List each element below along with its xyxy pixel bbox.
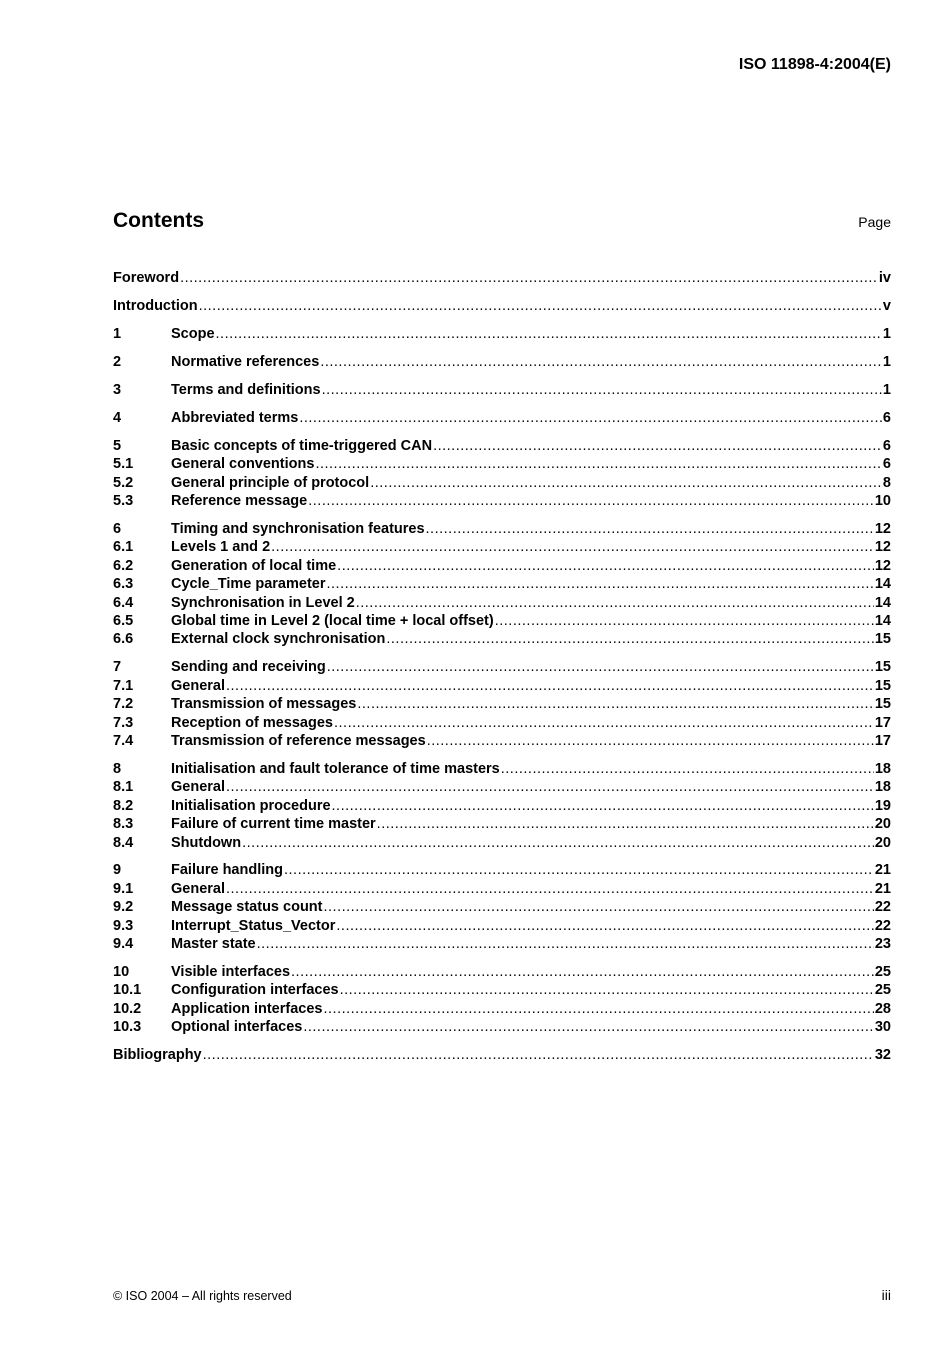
toc-entry[interactable]	[113, 732, 891, 750]
toc-entry-number: 5.2	[113, 474, 134, 491]
toc-dot-leader	[501, 760, 874, 778]
toc-entry-page: 14	[874, 594, 891, 611]
toc-entry[interactable]	[113, 492, 891, 510]
toc-entry-page: 32	[874, 1047, 891, 1064]
toc-entry[interactable]	[113, 353, 891, 371]
toc-entry-number: 8.4	[113, 834, 134, 851]
toc-entry[interactable]	[113, 474, 891, 492]
toc-entry[interactable]	[113, 815, 891, 833]
toc-entry[interactable]	[113, 594, 891, 612]
toc-entry-title: Basic concepts of time-triggered CAN	[171, 437, 433, 454]
toc-dot-leader	[284, 861, 874, 879]
toc-entry-title: Master state	[171, 936, 256, 953]
toc-entry-number: 7.2	[113, 696, 134, 713]
toc-entry[interactable]	[113, 455, 891, 473]
toc-entry[interactable]	[113, 557, 891, 575]
toc-entry-page: 6	[882, 437, 891, 454]
toc-dot-leader	[226, 880, 874, 898]
toc-entry-page: 20	[874, 816, 891, 833]
toc-entry-page: 22	[874, 917, 891, 934]
toc-entry-title: Cycle_Time parameter	[171, 576, 326, 593]
toc-dot-leader	[299, 409, 882, 427]
toc-entry-page: 12	[874, 521, 891, 538]
toc-entry-number: 7	[113, 659, 122, 676]
toc-entry[interactable]	[113, 575, 891, 593]
toc-entry-page: 21	[874, 880, 891, 897]
toc-entry-page: 30	[874, 1019, 891, 1036]
toc-entry-page: 15	[874, 631, 891, 648]
toc-entry-number: 6.5	[113, 613, 134, 630]
toc-entry[interactable]	[113, 935, 891, 953]
table-of-contents	[113, 269, 891, 1065]
toc-entry-title: Introduction	[113, 297, 198, 314]
toc-entry[interactable]	[113, 612, 891, 630]
toc-dot-leader	[180, 269, 878, 287]
toc-entry-page: 28	[874, 1000, 891, 1017]
toc-entry[interactable]	[113, 1000, 891, 1018]
toc-dot-leader	[495, 612, 874, 630]
toc-entry-number: 8	[113, 760, 122, 777]
toc-dot-leader	[427, 732, 874, 750]
toc-dot-leader	[315, 455, 881, 473]
toc-entry-number: 8.3	[113, 816, 134, 833]
toc-entry-title: Optional interfaces	[171, 1019, 303, 1036]
toc-entry-number: 10.1	[113, 982, 142, 999]
toc-entry-page: 17	[874, 714, 891, 731]
toc-dot-leader	[303, 1018, 874, 1036]
footer-copyright: © ISO 2004 – All rights reserved	[113, 1289, 292, 1303]
toc-entry-page: 23	[874, 936, 891, 953]
toc-dot-leader	[203, 1046, 874, 1064]
toc-entry[interactable]	[113, 630, 891, 648]
toc-entry-page: 1	[882, 381, 891, 398]
toc-entry-page: 17	[874, 732, 891, 749]
toc-entry-number: 1	[113, 325, 122, 342]
toc-entry-page: 21	[874, 862, 891, 879]
toc-dot-leader	[426, 520, 874, 538]
toc-entry[interactable]	[113, 981, 891, 999]
toc-dot-leader	[242, 834, 874, 852]
toc-entry[interactable]	[113, 898, 891, 916]
toc-entry[interactable]	[113, 437, 891, 455]
toc-entry-number: 6.2	[113, 557, 134, 574]
toc-entry[interactable]	[113, 861, 891, 879]
page-column-label: Page	[858, 214, 891, 230]
toc-entry-number: 4	[113, 409, 122, 426]
toc-entry[interactable]	[113, 520, 891, 538]
toc-entry-page: 22	[874, 899, 891, 916]
toc-entry-page: 14	[874, 576, 891, 593]
toc-entry-page: 10	[874, 493, 891, 510]
toc-entry-page: 25	[874, 964, 891, 981]
toc-dot-leader	[370, 474, 882, 492]
toc-entry-number: 8.2	[113, 797, 134, 814]
toc-entry-title: Generation of local time	[171, 557, 337, 574]
toc-dot-leader	[356, 594, 874, 612]
toc-entry-page: 15	[874, 677, 891, 694]
toc-entry-page: 1	[882, 325, 891, 342]
toc-entry[interactable]	[113, 714, 891, 732]
toc-entry-title: Visible interfaces	[171, 964, 291, 981]
toc-entry-title: Transmission of reference messages	[171, 732, 426, 749]
toc-entry-page: 18	[874, 779, 891, 796]
toc-entry[interactable]	[113, 381, 891, 399]
toc-entry[interactable]	[113, 297, 891, 315]
toc-entry-page: 15	[874, 659, 891, 676]
toc-dot-leader	[433, 437, 882, 455]
toc-entry-title: Application interfaces	[171, 1000, 323, 1017]
toc-entry-title: Configuration interfaces	[171, 982, 339, 999]
toc-entry-number: 10.2	[113, 1000, 142, 1017]
toc-entry-page: 12	[874, 539, 891, 556]
toc-entry[interactable]	[113, 917, 891, 935]
toc-entry-title: Foreword	[113, 270, 180, 286]
toc-entry-title: General	[171, 779, 225, 796]
toc-dot-leader	[322, 381, 882, 399]
toc-entry[interactable]	[113, 677, 891, 695]
toc-entry-title: Initialisation procedure	[171, 797, 331, 814]
toc-entry-page: 8	[882, 474, 891, 491]
toc-entry-number: 3	[113, 381, 122, 398]
toc-dot-leader	[308, 492, 874, 510]
toc-dot-leader	[216, 325, 882, 343]
toc-entry-title: Terms and definitions	[171, 381, 321, 398]
toc-entry-number: 6	[113, 521, 122, 538]
toc-entry-title: Transmission of messages	[171, 696, 357, 713]
toc-entry[interactable]	[113, 797, 891, 815]
toc-entry-page: 14	[874, 613, 891, 630]
toc-entry[interactable]	[113, 1018, 891, 1036]
toc-entry-number: 10	[113, 964, 130, 981]
toc-entry-number: 6.1	[113, 539, 134, 556]
toc-dot-leader	[291, 963, 874, 981]
toc-entry-number: 7.4	[113, 732, 134, 749]
toc-entry-number: 9.3	[113, 917, 134, 934]
toc-entry-title: Failure of current time master	[171, 816, 376, 833]
toc-entry-number: 9.2	[113, 899, 134, 916]
toc-dot-leader	[320, 353, 882, 371]
toc-entry[interactable]	[113, 1046, 891, 1064]
toc-entry-title: General	[171, 880, 225, 897]
toc-dot-leader	[323, 1000, 873, 1018]
toc-entry[interactable]	[113, 963, 891, 981]
toc-entry-number: 6.4	[113, 594, 134, 611]
toc-entry-title: Reference message	[171, 493, 308, 510]
toc-entry[interactable]	[113, 658, 891, 676]
toc-entry-page: 6	[882, 409, 891, 426]
toc-entry-title: Reception of messages	[171, 714, 333, 731]
toc-dot-leader	[199, 297, 882, 315]
toc-entry-number: 2	[113, 353, 122, 370]
toc-entry-title: Shutdown	[171, 834, 242, 851]
contents-heading-row	[113, 209, 891, 233]
toc-entry-title: Normative references	[171, 353, 320, 370]
toc-entry-number: 10.3	[113, 1019, 142, 1036]
toc-dot-leader	[324, 898, 874, 916]
toc-dot-leader	[226, 677, 874, 695]
toc-entry-number: 9.4	[113, 936, 134, 953]
toc-entry-title: General principle of protocol	[171, 474, 370, 491]
toc-entry-title: Sending and receiving	[171, 659, 326, 676]
toc-entry-title: Levels 1 and 2	[171, 539, 271, 556]
toc-dot-leader	[336, 917, 873, 935]
toc-dot-leader	[386, 630, 874, 648]
toc-dot-leader	[377, 815, 874, 833]
toc-dot-leader	[226, 778, 874, 796]
toc-entry[interactable]	[113, 538, 891, 556]
toc-entry-page: 18	[874, 760, 891, 777]
toc-entry-page: 6	[882, 456, 891, 473]
toc-dot-leader	[327, 575, 874, 593]
contents-title: Contents	[113, 209, 204, 232]
toc-dot-leader	[337, 557, 874, 575]
toc-entry-title: Global time in Level 2 (local time + local offset)	[171, 613, 494, 630]
toc-entry-title: Bibliography	[113, 1047, 202, 1064]
toc-entry-title: Interrupt_Status_Vector	[171, 917, 336, 934]
toc-entry-title: Scope	[171, 325, 215, 342]
toc-entry[interactable]	[113, 778, 891, 796]
toc-entry-title: Initialisation and fault tolerance of time masters	[171, 760, 500, 777]
toc-entry-page: v	[882, 297, 891, 314]
toc-entry-title: External clock synchronisation	[171, 631, 386, 648]
toc-entry-title: Abbreviated terms	[171, 409, 299, 426]
toc-entry[interactable]	[113, 409, 891, 427]
toc-entry-page: 15	[874, 696, 891, 713]
toc-dot-leader	[271, 538, 874, 556]
toc-entry-page: 19	[874, 797, 891, 814]
toc-dot-leader	[357, 695, 874, 713]
toc-entry[interactable]	[113, 325, 891, 343]
toc-entry[interactable]	[113, 695, 891, 713]
toc-entry-title: Synchronisation in Level 2	[171, 594, 355, 611]
toc-dot-leader	[340, 981, 874, 999]
toc-entry-number: 9	[113, 862, 122, 879]
toc-entry-number: 6.3	[113, 576, 134, 593]
toc-dot-leader	[327, 658, 874, 676]
toc-entry[interactable]	[113, 834, 891, 852]
toc-dot-leader	[334, 714, 874, 732]
toc-entry-page: 20	[874, 834, 891, 851]
toc-entry-number: 7.1	[113, 677, 134, 694]
toc-entry-title: General conventions	[171, 456, 315, 473]
toc-entry-title: Timing and synchronisation features	[171, 521, 425, 538]
toc-dot-leader	[257, 935, 874, 953]
toc-dot-leader	[332, 797, 874, 815]
toc-entry-title: Message status count	[171, 899, 323, 916]
toc-entry-number: 5.1	[113, 456, 134, 473]
toc-entry-page: 12	[874, 557, 891, 574]
toc-entry-number: 5	[113, 437, 122, 454]
toc-entry-page: 1	[882, 353, 891, 370]
toc-entry[interactable]	[113, 880, 891, 898]
toc-entry-number: 7.3	[113, 714, 134, 731]
toc-entry-page: 25	[874, 982, 891, 999]
toc-entry-page: iv	[878, 270, 891, 286]
footer-page-number: iii	[881, 1287, 891, 1303]
toc-entry-number: 6.6	[113, 631, 134, 648]
toc-entry-number: 5.3	[113, 493, 134, 510]
toc-entry-number: 9.1	[113, 880, 134, 897]
toc-entry-title: Failure handling	[171, 862, 283, 879]
toc-entry[interactable]	[113, 760, 891, 778]
toc-entry-number: 8.1	[113, 779, 134, 796]
toc-entry-title: General	[171, 677, 225, 694]
document-id: ISO 11898-4:2004(E)	[738, 56, 891, 73]
toc-entry[interactable]	[113, 269, 891, 287]
